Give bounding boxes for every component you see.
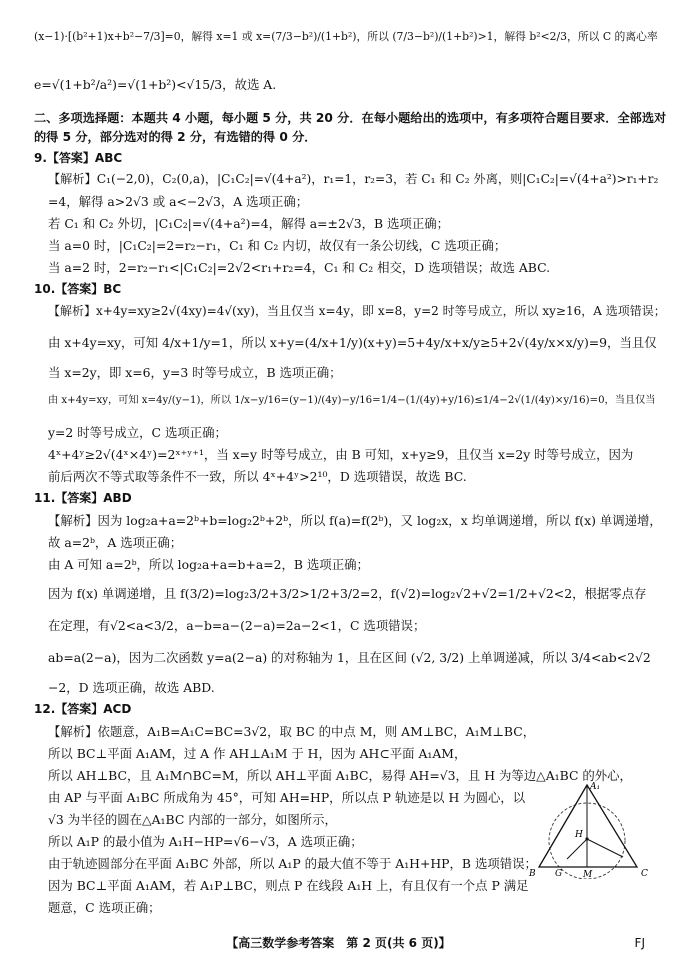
text-line: 因为 f(x) 单调递增，且 f(3/2)=log₂3/2+3/2>1/2+3/2=2，f(√2)=log₂√2+√2=1/2+√2<2，根据零点存 [48,586,647,601]
text-line: =4，解得 a>2√3 或 a<−2√3，A 选项正确； [48,194,309,209]
text-line: −2，D 选项正确，故选 ABD. [48,680,215,695]
label-a1: A₁ [590,782,601,792]
text-line: 10.【答案】BC [34,282,122,296]
text-line: 若 C₁ 和 C₂ 外切，|C₁C₂|=√(4+a²)=4，解得 a=±2√3，B 选项正确； [48,216,449,231]
text-line: 前后两次不等式取等条件不一致，所以 4ˣ+4ʸ>2¹⁰，D 选项错误，故选 BC. [48,469,467,484]
text-line: 由 AP 与平面 A₁BC 所成角为 45°，可知 AH=HP，所以点 P 轨迹是以 H 为圆心，以 [48,790,526,805]
label-b: B [529,869,536,879]
text-line: 在定理，有√2<a<3/2，a−b=a−(2−a)=2a−2<1，C 选项错误； [48,618,426,633]
text-line: e=√(1+b²/a²)=√(1+b²)<√15/3，故选 A. [34,77,277,92]
text-line: 所以 BC⊥平面 A₁AM，过 A 作 AH⊥A₁M 于 H，因为 AH⊂平面 A₁AM， [48,746,467,761]
text-line: 【解析】C₁(−2,0)，C₂(0,a)，|C₁C₂|=√(4+a²)，r₁=1，r₂=3，若 C₁ 和 C₂ 外离，则|C₁C₂|=√(4+a²)>r₁+r₂ [48,172,659,186]
text-line: 11.【答案】ABD [34,491,132,505]
text-line: 故 a=2ᵇ，A 选项正确； [48,535,183,550]
triangle-figure [527,779,655,879]
text-line: 由于轨迹圆部分在平面 A₁BC 外部，所以 A₁P 的最大值不等于 A₁H+HP，B 选项错误； [48,856,537,871]
text-line: 所以 A₁P 的最小值为 A₁H−HP=√6−√3，A 选项正确； [48,834,363,849]
text-line: 当 a=0 时，|C₁C₂|=2=r₂−r₁，C₁ 和 C₂ 内切，故仅有一条公切线，C 选项正确； [48,238,507,253]
segment-hg [567,839,587,859]
text-line: ab=a(2−a)，因为二次函数 y=a(2−a) 的对称轴为 1，且在区间 (√2, 3/2) 上单调递减，所以 3/4<ab<2√2 [48,650,651,665]
text-line: 【解析】依题意，A₁B=A₁C=BC=3√2，取 BC 的中点 M，则 AM⊥BC，A₁M⊥BC， [48,724,536,739]
text-line: 当 a=2 时，2=r₂−r₁<|C₁C₂|=2√2<r₁+r₂=4，C₁ 和 C₂ 相交，D 选项错误；故选 ABC. [48,260,551,275]
text-line: 题意，C 选项正确； [48,900,161,915]
label-m: M [583,870,593,879]
text-line: 二、多项选择题：本题共 4 小题，每小题 5 分，共 20 分．在每小题给出的选项中，有多项符合题目要求．全部选对 [34,111,667,125]
text-line: (x−1)·[(b²+1)x+b²−7/3]=0，解得 x=1 或 x=(7/3−b²)/(1+b²)，所以 (7/3−b²)/(1+b²)>1，解得 b²<2/3，所以 C 的离心率 [34,30,658,43]
label-h: H [575,830,583,840]
text-line: √3 为半径的圆在△A₁BC 内部的一部分，如图所示， [48,812,337,827]
text-line: 所以 AH⊥BC，且 A₁M∩BC=M，所以 AH⊥平面 A₁BC，易得 AH=√3，且 H 为等边△A₁BC 的外心， [48,768,632,783]
text-line: y=2 时等号成立，C 选项正确； [48,425,227,440]
segment-hc [587,839,623,857]
text-line: 【解析】因为 log₂a+a=2ᵇ+b=log₂2ᵇ+2ᵇ，所以 f(a)=f(2ᵇ)，又 log₂x，x 均单调递增，所以 f(x) 单调递增， [48,513,662,528]
text-line: 4ˣ+4ʸ≥2√(4ˣ×4ʸ)=2ˣ⁺ʸ⁺¹，当 x=y 时等号成立，由 B 可知，x+y≥9，且仅当 x=2y 时等号成立，因为 [48,447,634,462]
text-line: 由 x+4y=xy，可知 4/x+1/y=1，所以 x+y=(4/x+1/y)(x+y)=5+4y/x+x/y≥5+2√(4y/x×x/y)=9，当且仅 [48,335,657,350]
text-line: 12.【答案】ACD [34,702,132,716]
text-line: 由 A 可知 a=2ᵇ，所以 log₂a+a=b+a=2，B 选项正确； [48,557,369,572]
text-line: 当 x=2y，即 x=6，y=3 时等号成立，B 选项正确； [48,365,342,380]
point-h [585,837,588,840]
text-line: 因为 BC⊥平面 A₁AM，若 A₁P⊥BC，则点 P 在线段 A₁H 上，有且仅有一个点 P 满足 [48,878,529,893]
page-footer: 【高三数学参考答案 第 2 页(共 6 页)】 [226,936,451,950]
label-c: C [641,869,648,879]
triangle-a1bc [539,785,637,867]
footer-code: FJ [634,936,645,950]
text-line: 9.【答案】ABC [34,151,123,165]
label-g: G [555,869,563,879]
text-line: 由 x+4y=xy，可知 x=4y/(y−1)，所以 1/x−y/16=(y−1)/(4y)−y/16=1/4−(1/(4y)+y/16)≤1/4−2√(1/(4y)×y/16)=0，当且仅当 [48,395,656,406]
text-line: 【解析】x+4y=xy≥2√(4xy)=4√(xy)，当且仅当 x=4y，即 x=8，y=2 时等号成立，所以 xy≥16，A 选项错误； [48,304,666,318]
text-line: 的得 5 分，部分选对的得 2 分，有选错的得 0 分． [34,130,317,144]
